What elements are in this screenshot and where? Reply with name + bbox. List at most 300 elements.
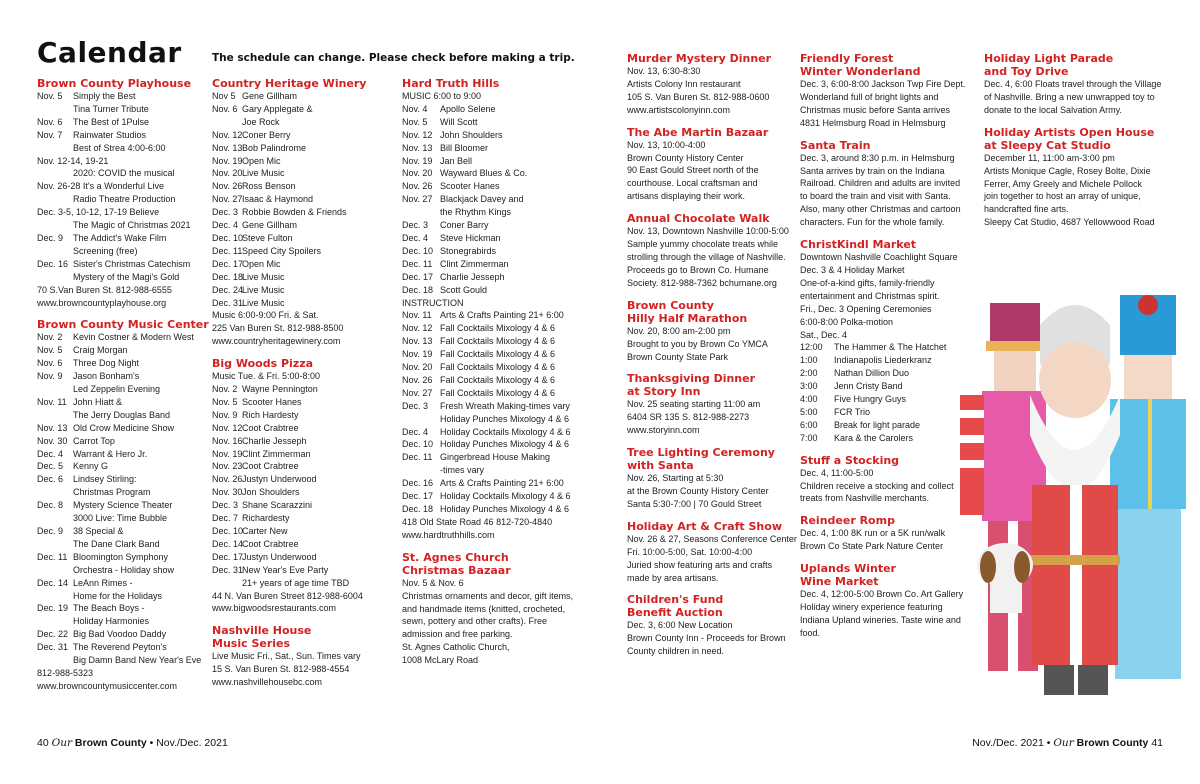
schedule-performer: The Magic of Christmas 2021	[73, 220, 191, 231]
schedule-performer: Simply the Best	[73, 91, 136, 101]
schedule-performer: Open Mic	[242, 258, 281, 269]
schedule-row	[212, 448, 366, 461]
event-detail-line: Nov. 13, 10:00-4:00	[627, 139, 706, 150]
blue-nutcracker-figure	[1110, 295, 1186, 679]
event-detail-line: Nov. 25 seating starting 11:00 am	[627, 399, 761, 410]
event-detail-line: Live Music Fri., Sat., Sun. Times vary	[212, 651, 361, 662]
schedule-row	[37, 486, 209, 499]
schedule-row	[800, 341, 965, 354]
event-detail-line: Music 6:00-9:00 Fri. & Sat.	[212, 310, 319, 321]
event-detail-line: handcrafted fine arts.	[984, 204, 1069, 215]
schedule-row	[37, 435, 209, 448]
schedule-performer: Fall Cocktails Mixology 4 & 6	[440, 323, 556, 334]
schedule-row	[37, 654, 209, 667]
schedule-performer: Mystery of the Magi's Gold	[73, 271, 180, 282]
schedule-date: Nov. 12	[402, 129, 433, 140]
schedule-date: Dec. 10	[212, 526, 244, 536]
schedule-row	[37, 357, 209, 370]
schedule-date: Dec. 11	[402, 452, 433, 463]
schedule-row	[212, 258, 366, 271]
schedule-performer: Richardesty	[242, 513, 290, 524]
event-section	[212, 624, 366, 689]
schedule-performer: Clint Zimmerman	[242, 448, 311, 459]
event-detail-line: Sample yummy chocolate treats while	[627, 239, 779, 250]
schedule-date: Nov. 26	[402, 374, 433, 385]
schedule-row	[402, 400, 573, 413]
schedule-row	[212, 206, 366, 219]
schedule-row	[37, 628, 209, 641]
schedule-row	[402, 309, 573, 322]
schedule-performer: Break for light parade	[834, 419, 921, 430]
schedule-date: Dec. 31	[37, 642, 69, 653]
event-detail-line: artisans displaying their work.	[627, 191, 746, 202]
brand-script-right: Our	[1053, 737, 1074, 749]
schedule-row	[212, 396, 366, 409]
schedule-performer: Coot Crabtree	[242, 422, 299, 433]
event-detail-line: www.browncountymusiccenter.com	[37, 680, 178, 691]
schedule-row	[37, 577, 209, 590]
event-detail-line: www.hardtruthhills.com	[402, 529, 495, 540]
event-detail-line: Music Tue. & Fri. 5:00-8:00	[212, 371, 321, 382]
event-detail-line: Brown Co State Park Nature Center	[800, 541, 944, 552]
schedule-performer: Isaac & Haymond	[242, 194, 314, 205]
calendar-column-2	[212, 77, 366, 689]
schedule-row	[37, 167, 209, 180]
schedule-date: 12:00	[800, 342, 823, 353]
event-heading: Brown County	[627, 298, 714, 312]
event-detail-line: entertainment and Christmas spirit.	[800, 290, 940, 301]
schedule-row	[37, 564, 209, 577]
schedule-performer: Live Music	[242, 297, 285, 308]
event-heading: Tree Lighting Ceremony	[627, 446, 775, 460]
event-detail-line: Dec. 3, 6:00 New Location	[627, 620, 733, 631]
schedule-row	[402, 451, 573, 464]
schedule-performer: Stonegrabirds	[440, 245, 497, 256]
schedule-performer: Gingerbread House Making	[440, 452, 551, 463]
schedule-date: Nov. 13	[37, 422, 68, 433]
event-heading: Christmas Bazaar	[402, 563, 511, 577]
schedule-performer: Holiday Harmonies	[73, 616, 150, 627]
event-detail-line: Dec. 3 & 4 Holiday Market	[800, 264, 905, 275]
schedule-performer: Big Bad Voodoo Daddy	[73, 629, 167, 640]
calendar-column-3	[402, 77, 573, 667]
event-section	[627, 372, 797, 437]
schedule-date: Nov 5	[212, 91, 236, 101]
schedule-performer: Fall Cocktails Mixology 4 & 6	[440, 374, 556, 385]
schedule-date: Dec. 9	[37, 526, 64, 536]
schedule-date: Nov. 6	[212, 103, 238, 114]
schedule-row	[37, 448, 209, 461]
schedule-date: Dec. 10	[212, 232, 244, 243]
schedule-date: Nov. 19	[402, 155, 433, 166]
schedule-performer: Fall Cocktails Mixology 4 & 6	[440, 362, 556, 373]
schedule-row	[402, 167, 573, 180]
schedule-row	[37, 142, 209, 155]
schedule-performer: Gene Gillham	[242, 91, 298, 101]
schedule-row	[402, 193, 573, 206]
schedule-date: Nov. 19	[212, 155, 243, 166]
schedule-date: Dec. 5	[37, 461, 64, 472]
schedule-performer: Ross Benson	[242, 181, 296, 192]
schedule-performer: Jon Shoulders	[242, 487, 300, 498]
schedule-performer: New Year's Eve Party	[242, 564, 329, 575]
event-heading: Music Series	[212, 637, 291, 651]
schedule-row	[800, 367, 965, 380]
schedule-date: Nov. 13	[402, 142, 433, 153]
event-detail-line: Children receive a stocking and collect	[800, 480, 954, 491]
schedule-performer: The Best of 1Pulse	[73, 116, 150, 127]
schedule-date: Dec. 17	[212, 551, 244, 562]
event-detail-line: St. Agnes Catholic Church,	[402, 642, 510, 653]
event-detail-line: Santa arrives by train on the Indiana	[800, 165, 945, 176]
event-heading: Holiday Artists Open House	[984, 125, 1155, 139]
schedule-date: Nov. 5	[212, 396, 238, 407]
schedule-performer: Orchestra - Holiday show	[73, 564, 175, 575]
event-section	[627, 446, 797, 511]
event-section	[212, 357, 366, 615]
schedule-row	[37, 460, 209, 473]
event-detail-line: join together to host an array of unique,	[984, 191, 1141, 202]
schedule-row	[37, 103, 209, 116]
schedule-row	[402, 271, 573, 284]
schedule-performer: Bob Palindrome	[242, 142, 307, 153]
schedule-performer: Wayne Pennington	[242, 384, 318, 395]
schedule-performer: Joe Rock	[242, 116, 280, 127]
schedule-date: Dec. 11	[212, 245, 243, 256]
schedule-performer: Holiday Punches Mixology 4 & 6	[440, 439, 570, 450]
schedule-date: Dec. 3	[212, 207, 239, 218]
schedule-row	[37, 232, 209, 245]
schedule-performer: Mystery Science Theater	[73, 500, 173, 511]
schedule-performer: Kenny G	[73, 461, 109, 472]
schedule-date: Nov. 27	[212, 194, 243, 205]
event-section	[37, 318, 209, 692]
event-heading: Annual Chocolate Walk	[627, 212, 770, 226]
schedule-performer: Fall Cocktails Mixology 4 & 6	[440, 336, 556, 347]
schedule-date: Nov. 30	[37, 435, 68, 446]
schedule-performer: Rich Hardesty	[242, 409, 299, 420]
event-detail-line: donate to the local Salvation Army.	[984, 104, 1122, 115]
event-detail-line: admission and free parking.	[402, 629, 513, 640]
schedule-performer: Jan Bell	[440, 155, 473, 166]
schedule-date: Dec. 4	[402, 426, 429, 437]
schedule-performer: Five Hungry Guys	[834, 394, 907, 405]
event-detail-line: 4831 Helmsburg Road in Helmsburg	[800, 117, 946, 128]
schedule-performer: The Hammer & The Hatchet	[834, 342, 947, 353]
schedule-row	[800, 354, 965, 367]
schedule-date: Nov. 6	[37, 116, 63, 127]
schedule-row	[212, 564, 366, 577]
issue-left: Nov./Dec. 2021	[156, 737, 228, 749]
schedule-row	[402, 387, 573, 400]
schedule-performer: Robbie Bowden & Friends	[242, 207, 347, 218]
brand-name-left: Brown County	[74, 737, 147, 749]
schedule-row	[212, 103, 366, 116]
schedule-date: Nov. 2	[37, 332, 63, 343]
schedule-performer: Carter New	[242, 526, 288, 536]
schedule-performer: Will Scott	[440, 116, 478, 127]
event-detail-line: www.countryheritagewinery.com	[212, 336, 341, 347]
event-detail-line: and handmade items (knitted, crocheted,	[402, 603, 566, 614]
schedule-row	[37, 499, 209, 512]
schedule-performer: The Jerry Douglas Band	[73, 409, 171, 420]
schedule-notice: The schedule can change. Please check before making a trip.	[212, 52, 575, 64]
event-detail-line: Dec. 3, 6:00-8:00 Jackson Twp Fire Dept.	[800, 79, 966, 89]
schedule-row	[37, 370, 209, 383]
event-section	[984, 52, 1161, 117]
event-detail-line: www.storyinn.com	[627, 425, 700, 436]
page-number-right: 41	[1151, 737, 1163, 749]
calendar-column-6	[984, 52, 1161, 229]
schedule-date: Nov. 5	[37, 91, 63, 101]
event-heading: Uplands Winter	[800, 562, 896, 576]
schedule-performer: Scooter Hanes	[242, 396, 302, 407]
schedule-performer: Arts & Crafts Painting 21+ 6:00	[440, 310, 564, 321]
schedule-row	[402, 413, 573, 426]
schedule-date: Nov. 12	[212, 422, 243, 433]
schedule-date: Nov. 4	[402, 103, 428, 114]
schedule-performer: Scooter Hanes	[440, 181, 500, 192]
schedule-performer: The Addict's Wake Film	[73, 232, 167, 243]
schedule-date: Dec. 24	[212, 284, 244, 295]
event-detail-line: 70 S.Van Buren St. 812-988-6555	[37, 284, 172, 295]
schedule-row	[800, 393, 965, 406]
schedule-date: 3:00	[800, 381, 818, 392]
event-heading: The Abe Martin Bazaar	[627, 125, 769, 139]
event-section	[800, 139, 965, 229]
schedule-date: Nov. 2	[212, 384, 238, 395]
schedule-date: Nov. 5	[37, 345, 63, 356]
schedule-row	[212, 271, 366, 284]
event-detail-line: Also, many other Christmas and cartoon	[800, 204, 961, 215]
schedule-row	[402, 348, 573, 361]
event-heading: with Santa	[627, 459, 694, 473]
schedule-date: Nov. 26	[212, 181, 243, 192]
schedule-row	[37, 422, 209, 435]
schedule-row	[37, 206, 209, 219]
santa-figure	[1030, 305, 1120, 695]
schedule-date: Nov. 19	[212, 448, 243, 459]
schedule-performer: Speed City Spoilers	[242, 245, 322, 256]
event-section	[800, 238, 965, 445]
event-detail-line: characters. Fun for the whole family.	[800, 217, 945, 228]
event-section	[627, 212, 797, 290]
event-detail-line: Indiana Upland wineries. Taste wine and	[800, 615, 961, 625]
schedule-date: Nov. 27	[402, 194, 433, 205]
event-section	[627, 520, 797, 585]
schedule-performer: John Shoulders	[440, 129, 503, 140]
schedule-row	[402, 361, 573, 374]
event-heading: Thanksgiving Dinner	[627, 372, 756, 386]
schedule-performer: Coner Barry	[440, 220, 489, 231]
schedule-performer: Clint Zimmerman	[440, 258, 509, 269]
schedule-date: 6:00	[800, 419, 818, 430]
schedule-performer: Indianapolis Liederkranz	[834, 355, 932, 366]
schedule-date: Nov. 20	[212, 168, 243, 179]
event-heading: St. Agnes Church	[402, 550, 509, 564]
schedule-date: Nov. 9	[212, 409, 238, 420]
event-detail-line: 15 S. Van Buren St. 812-988-4554	[212, 664, 350, 675]
schedule-performer: Christmas Program	[73, 487, 151, 498]
schedule-row	[402, 206, 573, 219]
schedule-performer: Coot Crabtree	[242, 461, 299, 472]
schedule-performer: Holiday Cocktails Mixology 4 & 6	[440, 426, 571, 437]
schedule-date: Nov. 11	[37, 396, 67, 407]
schedule-row	[37, 90, 209, 103]
schedule-date: Dec. 22	[37, 629, 69, 640]
schedule-performer: Bill Bloomer	[440, 142, 489, 153]
schedule-row	[212, 90, 366, 103]
event-heading: Wine Market	[800, 575, 879, 589]
event-section	[627, 593, 797, 658]
event-detail-line: Dec. 4, 12:00-5:00 Brown Co. Art Gallery	[800, 589, 964, 600]
schedule-row	[212, 473, 366, 486]
schedule-date: Dec. 10	[402, 439, 434, 450]
schedule-date: Dec. 18	[212, 271, 244, 282]
schedule-row	[402, 297, 573, 310]
schedule-row	[212, 155, 366, 168]
schedule-date: Nov. 5	[402, 116, 428, 127]
event-section	[37, 77, 209, 309]
event-heading: Big Woods Pizza	[212, 357, 314, 371]
schedule-row	[212, 460, 366, 473]
schedule-row	[402, 374, 573, 387]
schedule-date: INSTRUCTION	[402, 297, 464, 308]
event-detail-line: Fri. 10:00-5:00, Sat. 10:00-4:00	[627, 546, 753, 557]
schedule-row	[37, 641, 209, 654]
schedule-performer: Jenn Cristy Band	[834, 381, 903, 392]
schedule-row	[402, 477, 573, 490]
schedule-date: Dec. 3	[402, 220, 429, 231]
schedule-row	[402, 284, 573, 297]
schedule-row	[402, 322, 573, 335]
event-section	[402, 551, 573, 667]
event-detail-line: Nov. 20, 8:00 am-2:00 pm	[627, 325, 731, 336]
calendar-column-5	[800, 52, 965, 640]
schedule-performer: 3000 Live: Time Bubble	[73, 513, 168, 524]
schedule-date: Nov. 26	[402, 181, 433, 192]
event-heading: Children's Fund	[627, 593, 724, 607]
event-detail-line: at the Brown County History Center	[627, 486, 769, 497]
schedule-date: Dec. 7	[212, 513, 239, 524]
schedule-date: Dec. 3	[212, 500, 239, 511]
event-heading: at Story Inn	[627, 385, 701, 399]
schedule-row	[800, 380, 965, 393]
schedule-row	[37, 383, 209, 396]
schedule-performer: Holiday Cocktails Mixology 4 & 6	[440, 491, 571, 502]
schedule-date: Dec. 4	[37, 448, 64, 459]
event-detail-line: 812-988-5323	[37, 667, 94, 678]
event-heading: Hard Truth Hills	[402, 77, 500, 90]
event-heading: Brown County Playhouse	[37, 77, 192, 90]
event-detail-line: Society. 812-988-7362 bchumane.org	[627, 277, 777, 288]
calendar-column-1	[37, 77, 209, 693]
schedule-date: Nov. 30	[212, 487, 243, 498]
schedule-performer: 38 Special &	[73, 526, 124, 536]
schedule-performer: 2020: COVID the musical	[73, 168, 175, 179]
event-detail-line: Dec. 4, 11:00-5:00	[800, 467, 874, 478]
schedule-performer: Arts & Crafts Painting 21+ 6:00	[440, 478, 564, 489]
schedule-performer: Jason Bonham's	[73, 371, 140, 382]
event-section	[800, 562, 965, 640]
event-detail-line: Nov. 5 & Nov. 6	[402, 577, 464, 588]
event-heading: Murder Mystery Dinner	[627, 52, 772, 65]
schedule-performer: The Dane Clark Band	[73, 538, 160, 549]
schedule-performer: Carrot Top	[73, 435, 115, 446]
schedule-row	[37, 193, 209, 206]
schedule-row	[402, 129, 573, 142]
schedule-date: Nov. 12	[212, 129, 243, 140]
page-number-left: 40	[37, 737, 49, 749]
event-heading: Holiday Art & Craft Show	[627, 519, 782, 533]
schedule-date: Nov. 12	[402, 323, 433, 334]
schedule-row	[37, 615, 209, 628]
schedule-row	[37, 155, 209, 168]
schedule-performer: Fall Cocktails Mixology 4 & 6	[440, 387, 556, 398]
schedule-date: Dec. 16	[37, 258, 69, 269]
schedule-row	[37, 180, 209, 193]
event-detail-line: Fri., Dec. 3 Opening Ceremonies	[800, 303, 932, 314]
schedule-row	[212, 284, 366, 297]
schedule-date: Dec. 17	[402, 491, 434, 502]
schedule-performer: LeAnn Rimes -	[73, 577, 133, 588]
schedule-date: Nov. 11	[402, 310, 432, 321]
schedule-performer: Screening (free)	[73, 245, 138, 256]
event-detail-line: County children in need.	[627, 646, 725, 657]
event-heading: Country Heritage Winery	[212, 77, 367, 90]
schedule-performer: Shane Scarazzini	[242, 500, 313, 511]
event-detail-line: 1008 McLary Road	[402, 655, 479, 666]
schedule-performer: Scott Gould	[440, 284, 488, 295]
schedule-row	[37, 551, 209, 564]
event-heading: Hilly Half Marathon	[627, 311, 748, 325]
schedule-performer: Kara & the Carolers	[834, 432, 914, 443]
schedule-performer: Blackjack Davey and	[440, 194, 524, 205]
schedule-date: Dec. 3	[402, 400, 429, 411]
schedule-performer: -times vary	[440, 465, 485, 476]
schedule-date: Nov. 6	[37, 358, 63, 369]
schedule-row	[37, 602, 209, 615]
schedule-date: Dec. 17	[212, 258, 244, 269]
event-detail-line: Sleepy Cat Studio, 4687 Yellowwood Road	[984, 217, 1155, 228]
event-detail-line: Brown County History Center	[627, 152, 744, 163]
schedule-date: Nov. 7	[37, 129, 63, 140]
event-detail-line: Brown County Inn - Proceeds for Brown	[627, 633, 786, 644]
schedule-performer: Apollo Selene	[440, 103, 496, 114]
event-detail-line: Nov. 13, 6:30-8:30	[627, 66, 701, 76]
schedule-performer: Wayward Blues & Co.	[440, 168, 528, 179]
schedule-row	[402, 258, 573, 271]
event-detail-line: courthouse. Local craftsman and	[627, 178, 758, 189]
event-detail-line: www.artistscolonyinn.com	[627, 104, 731, 115]
schedule-row	[37, 116, 209, 129]
event-detail-line: sewn, pottery and other crafts). Free	[402, 616, 548, 627]
schedule-date: Nov. 19	[402, 349, 433, 360]
event-section	[627, 299, 797, 364]
page-title: Calendar	[37, 36, 182, 69]
schedule-row	[800, 406, 965, 419]
schedule-date: Nov. 26-28 It's a Wonderful Live	[37, 181, 164, 192]
schedule-performer: Coot Crabtree	[242, 538, 299, 549]
schedule-date: Dec. 10	[402, 245, 434, 256]
schedule-date: 2:00	[800, 368, 818, 379]
schedule-row	[402, 155, 573, 168]
schedule-row	[37, 245, 209, 258]
event-detail-line: Nov. 26, Starting at 5:30	[627, 473, 724, 484]
schedule-performer: The Reverend Peyton's	[73, 642, 167, 653]
issue-right: Nov./Dec. 2021	[972, 737, 1044, 749]
schedule-performer: Rainwater Studios	[73, 129, 147, 140]
